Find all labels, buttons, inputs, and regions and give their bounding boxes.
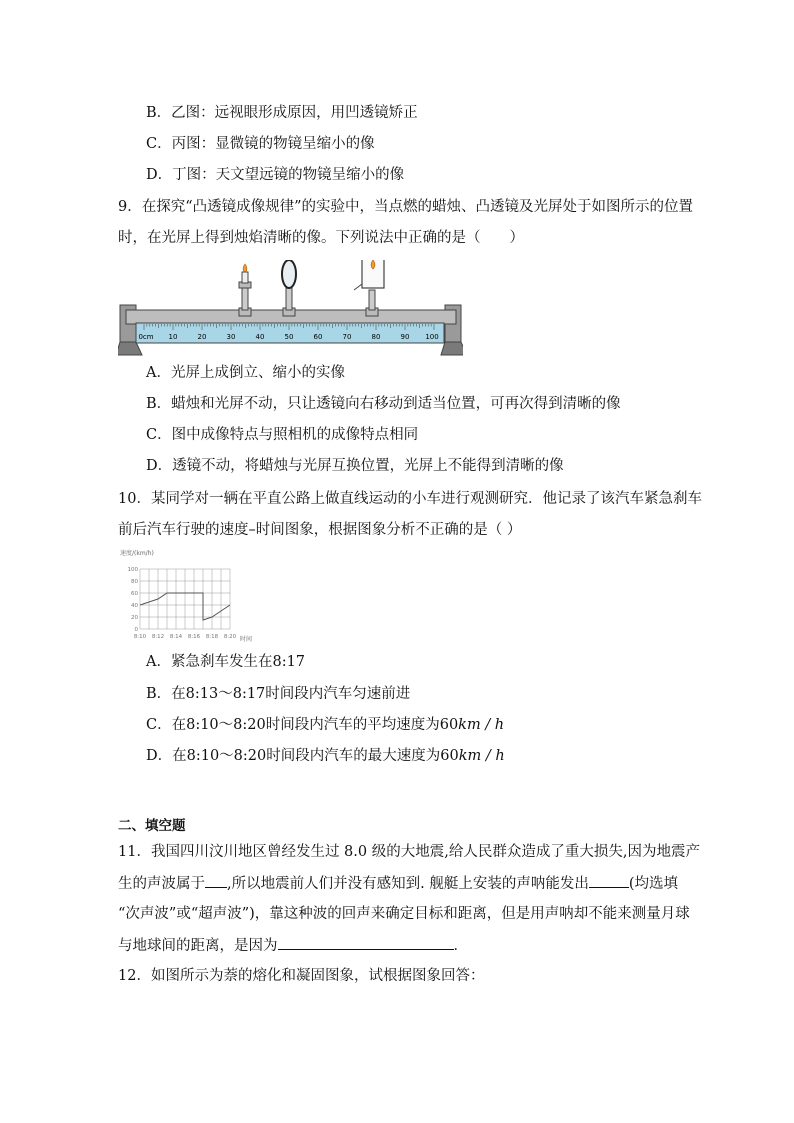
q11-text: 生的声波属于 [118,876,205,892]
q10-option-d-unit: km / h [458,748,505,764]
ruler-label: 70 [342,333,352,341]
x-tick-label: 8:16 [187,634,201,640]
y-tick-label: 0 [134,627,138,633]
convex-lens [282,260,296,316]
q10-option-b: B．在8:13～8:17时间段内汽车匀速前进 [146,686,411,702]
x-tick-label: 8:14 [169,634,183,640]
speed-time-chart [118,547,268,647]
light-screen [354,260,384,316]
y-tick-label: 80 [131,579,138,585]
y-tick-label: 40 [131,603,138,609]
q10-option-c-text: C．在8:10～8:20时间段内汽车的平均速度为60 [146,717,459,733]
q11-text: ,所以地震前人们并没有感知到. 舰艇上安装的声呐能发出 [227,876,589,892]
chart-grid [140,569,230,629]
q9-option-a: A．光屏上成倒立、缩小的实像 [146,365,345,381]
q11-text: (均选填 [628,876,678,892]
q9-option-b: B．蜡烛和光屏不动，只让透镜向右移动到适当位置，可再次得到清晰的像 [146,396,621,412]
candle [239,264,251,316]
q8-option-c: C．丙图：显微镜的物镜呈缩小的像 [146,136,375,152]
ruler-label: 10 [168,333,178,341]
q11-blank-2[interactable] [589,873,629,888]
x-tick-label: 8:12 [151,634,165,640]
ruler-label: 50 [284,333,294,341]
ruler-label: 40 [255,333,265,341]
optical-bench-figure [118,260,463,360]
chart-y-ticks [128,567,139,633]
q8-option-b: B．乙图：远视眼形成原因，用凹透镜矫正 [146,105,418,121]
q10-stem-line1: 10．某同学对一辆在平直公路上做直线运动的小车进行观测研究．他记录了该汽车紧急刹车 [118,491,702,507]
q11-blank-3[interactable] [278,935,454,950]
q11-text: ． [453,938,468,954]
ruler-label: 20 [197,333,207,341]
q9-stem-line2: 时，在光屏上得到烛焰清晰的像。下列说法中正确的是（ ） [118,230,524,246]
ruler-label: 100 [425,333,439,341]
q11-line2 [118,873,678,894]
q10-option-d [146,746,505,766]
q11-blank-1[interactable] [205,873,227,888]
chart-x-ticks [134,634,237,640]
q11-line1: 11．我国四川汶川地区曾经发生过 8.0 级的大地震,给人民群众造成了重大损失,因为地震产 [118,844,700,860]
section-heading: 二、填空题 [118,818,186,834]
q11-line3: “次声波”或“超声波”)，靠这种波的回声来确定目标和距离，但是用声呐却不能来测量月球 [118,906,690,922]
q10-option-d-text: D．在8:10～8:20时间段内汽车的最大速度为60 [146,748,459,764]
chart-x-label: 时间 [240,636,253,643]
y-tick-label: 20 [131,615,138,621]
q9-option-c: C．图中成像特点与照相机的成像特点相同 [146,427,419,443]
y-tick-label: 60 [131,591,138,597]
ruler-label: 60 [313,333,323,341]
x-tick-label: 8:10 [133,634,147,640]
q8-option-d: D．丁图：天文望远镜的物镜呈缩小的像 [146,167,405,183]
q9-option-d: D．透镜不动，将蜡烛与光屏互换位置，光屏上不能得到清晰的像 [146,458,564,474]
q10-option-c-unit: km / h [458,717,505,733]
x-tick-label: 8:20 [223,634,237,640]
q12-stem: 12．如图所示为萘的熔化和凝固图象，试根据图象回答： [118,968,485,984]
ruler-label: 90 [400,333,410,341]
q10-stem-line2: 前后汽车行驶的速度–时间图象，根据图象分析不正确的是（ ） [118,522,522,538]
q11-line4 [118,935,468,956]
ruler-label: 30 [226,333,236,341]
x-tick-label: 8:18 [205,634,219,640]
ruler-label: 80 [371,333,381,341]
q10-option-c [146,715,504,735]
y-tick-label: 100 [127,567,138,573]
chart-y-label: 速度/(km/h) [120,550,154,557]
q11-text: 与地球间的距离，是因为 [118,938,278,954]
ruler-label: 0cm [138,333,154,341]
q9-stem-line1: 9．在探究“凸透镜成像规律”的实验中，当点燃的蜡烛、凸透镜及光屏处于如图所示的位置 [118,199,694,215]
q10-option-a: A．紧急刹车发生在8:17 [146,654,306,670]
